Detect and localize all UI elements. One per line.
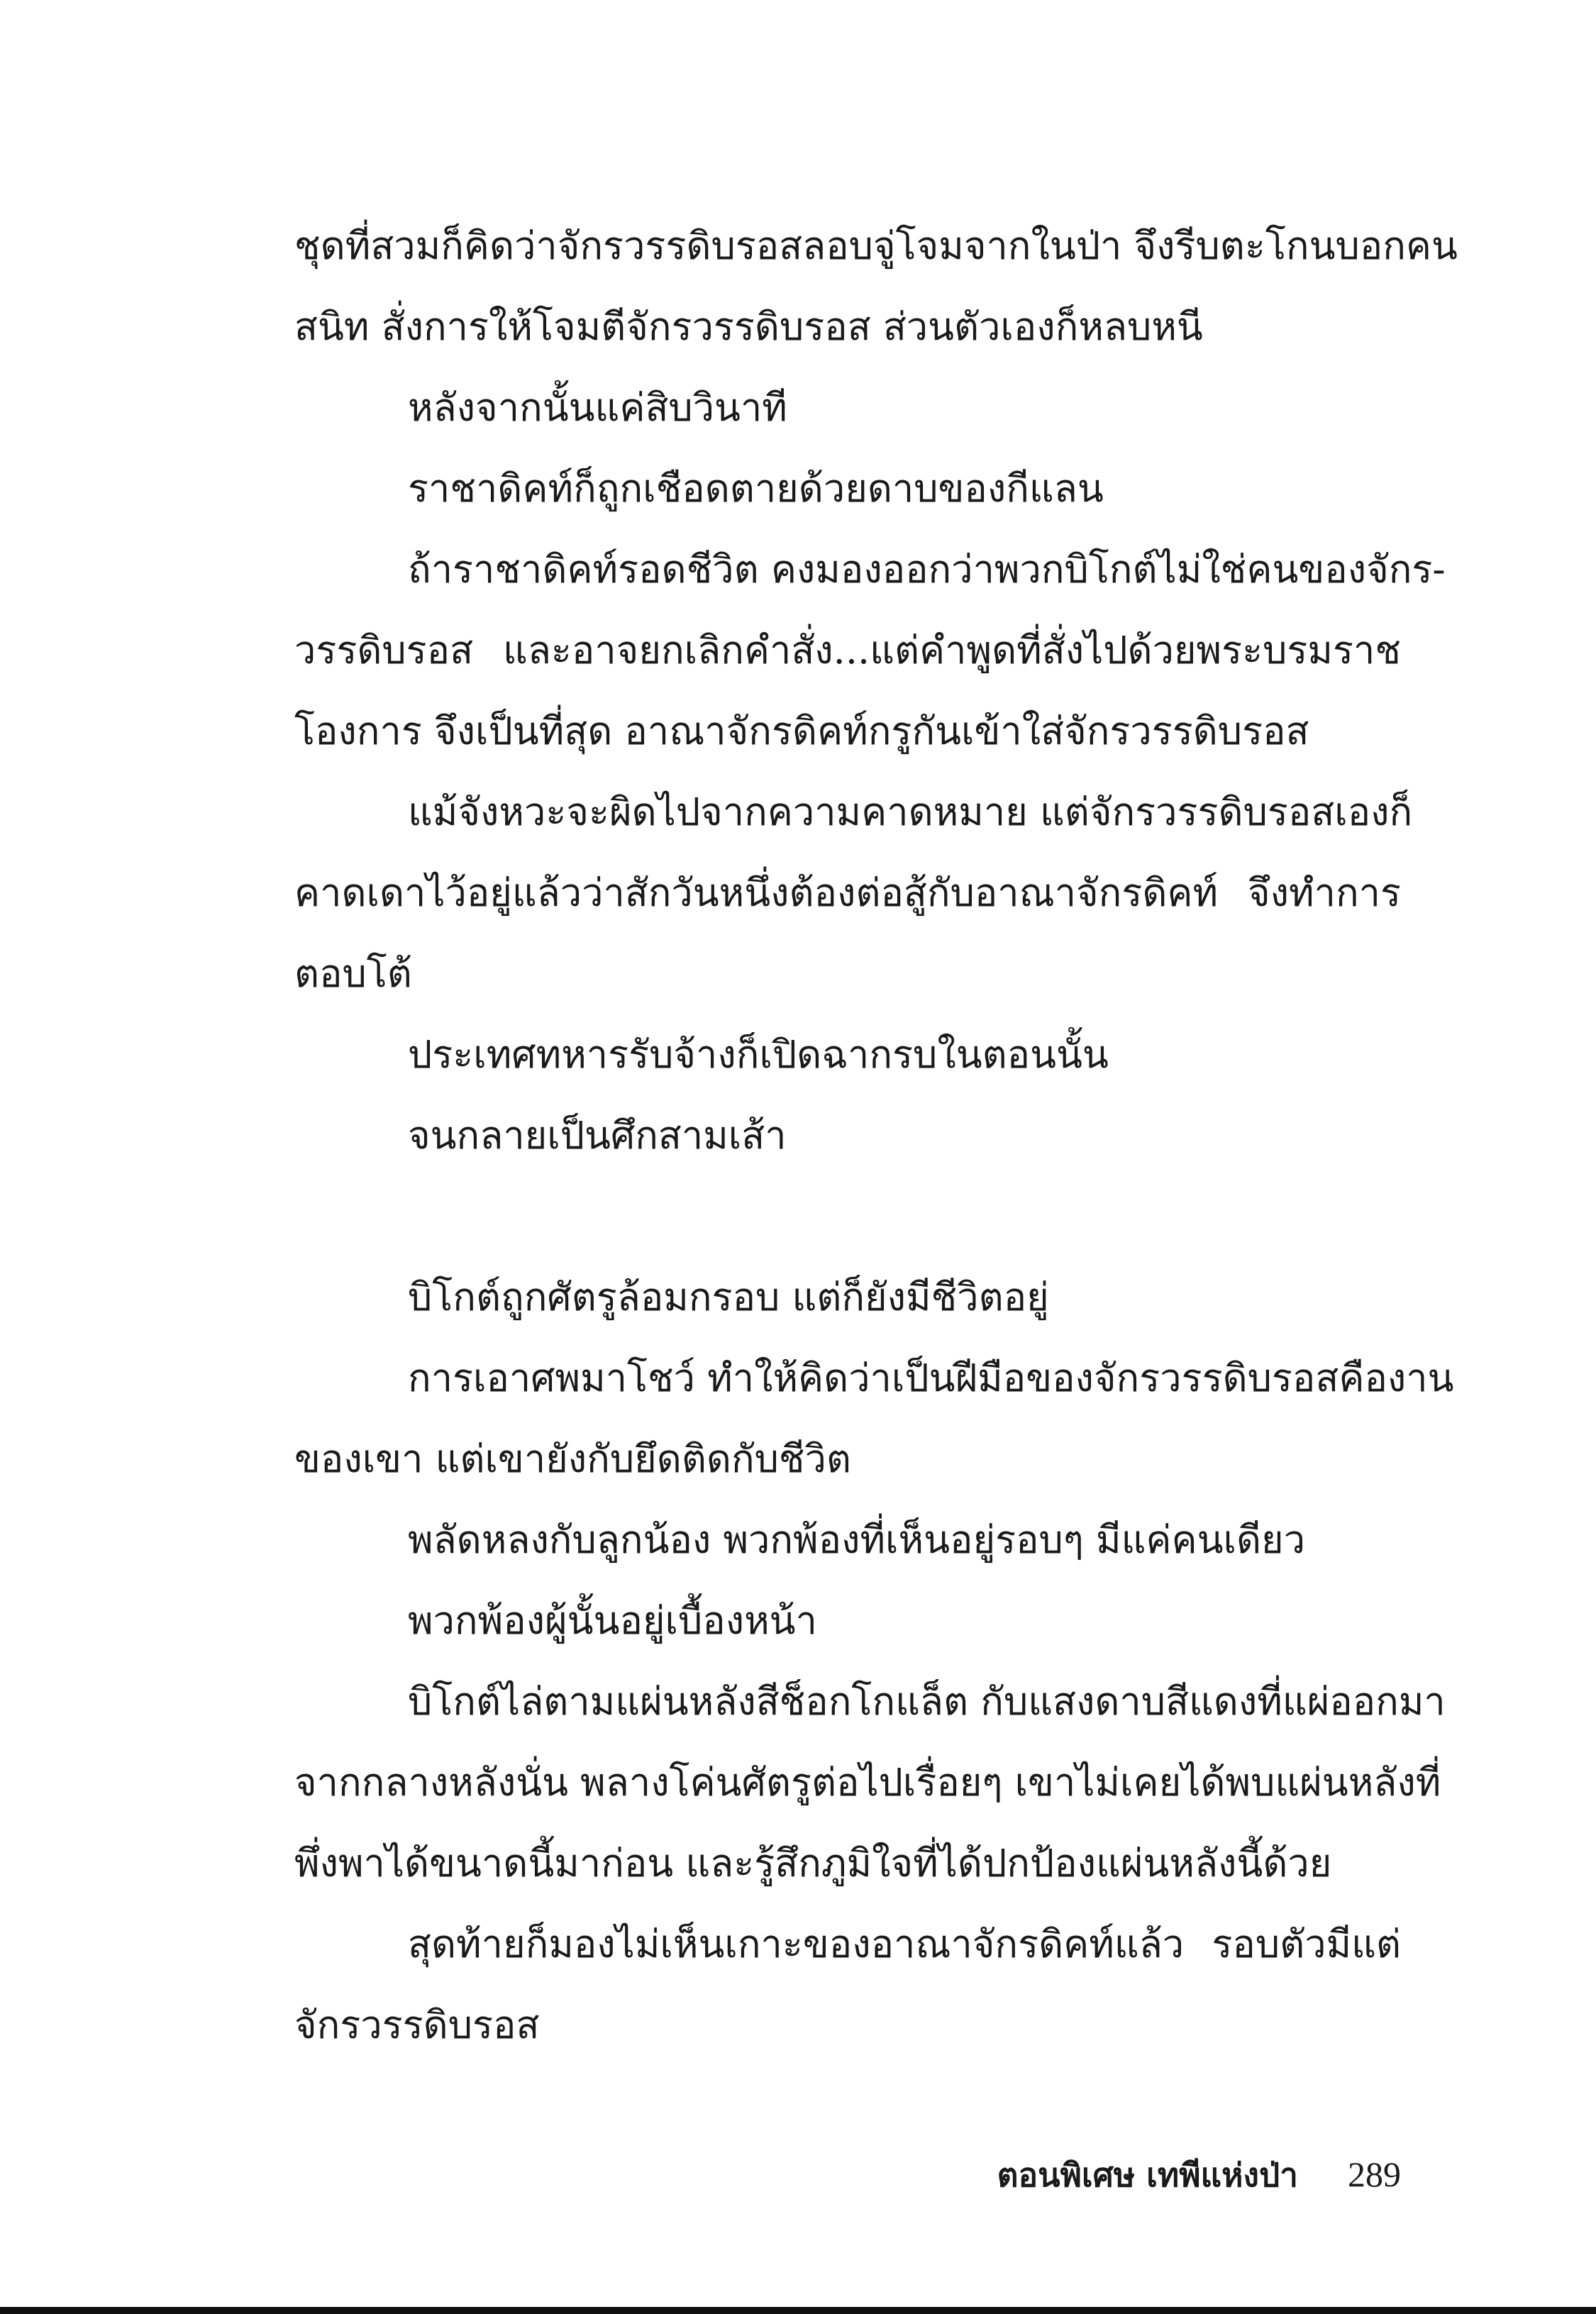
text-line: พึ่งพาได้ขนาดนี้มาก่อน และรู้สึกภูมิใจที่ได้ปกป้องแผ่นหลังนี้ด้วย xyxy=(294,1841,1332,1886)
paragraph xyxy=(294,1095,1401,1176)
paragraph xyxy=(294,1581,1401,1661)
bottom-border xyxy=(0,2307,1596,2314)
paragraph xyxy=(294,1257,1401,1338)
paragraph xyxy=(294,1338,1454,1500)
text-line: ชุดที่สวมก็คิดว่าจักรวรรดิบรอสลอบจู่โจมจากในป่า จึงรีบตะโกนบอกคน xyxy=(294,223,1458,268)
paragraph xyxy=(294,772,1413,1014)
text-line: วรรดิบรอส และอาจยกเลิกคำสั่ง...แต่คำพูดที่สั่งไปด้วยพระบรมราช xyxy=(294,628,1401,672)
running-title: ตอนพิเศษ เทพีแห่งป่า xyxy=(997,2156,1298,2194)
text-line: พลัดหลงกับลูกน้อง พวกพ้องที่เห็นอยู่รอบๆ มีแค่คนเดียว xyxy=(408,1517,1306,1562)
paragraph xyxy=(294,206,1458,367)
text-line: จนกลายเป็นศึกสามเส้า xyxy=(408,1113,787,1158)
paragraph xyxy=(294,1014,1401,1095)
body-text xyxy=(294,206,1458,2066)
page-number: 289 xyxy=(1348,2154,1401,2194)
text-line: ถ้าราชาดิคท์รอดชีวิต คงมองออกว่าพวกบิโกต์ไม่ใช่คนของจักร- xyxy=(408,547,1446,592)
paragraph xyxy=(294,1904,1401,2066)
paragraph xyxy=(294,1500,1401,1581)
text-line: บิโกต์ถูกศัตรูล้อมกรอบ แต่ก็ยังมีชีวิตอยู่ xyxy=(408,1275,1049,1319)
text-line: บิโกต์ไล่ตามแผ่นหลังสีช็อกโกแล็ต กับแสงดาบสีแดงที่แผ่ออกมา xyxy=(408,1679,1446,1724)
text-line: ของเขา แต่เขายังกับยึดติดกับชีวิต xyxy=(294,1436,851,1481)
text-line: ประเทศทหารรับจ้างก็เปิดฉากรบในตอนนั้น xyxy=(408,1032,1109,1077)
text-line: สนิท สั่งการให้โจมตีจักรวรรดิบรอส ส่วนตัวเองก็หลบหนี xyxy=(294,304,1203,349)
paragraph xyxy=(294,367,1401,448)
text-line: หลังจากนั้นแค่สิบวินาที xyxy=(408,385,787,430)
text-line: จากกลางหลังนั่น พลางโค่นศัตรูต่อไปเรื่อยๆ เขาไม่เคยได้พบแผ่นหลังที่ xyxy=(294,1760,1441,1805)
text-line: แม้จังหวะจะผิดไปจากความคาดหมาย แต่จักรวรรดิบรอสเองก็ xyxy=(408,790,1413,834)
paragraph xyxy=(294,529,1446,772)
text-line: คาดเดาไว้อยู่แล้วว่าสักวันหนึ่งต้องต่อสู้กับอาณาจักรดิคท์ จึงทำการ xyxy=(294,870,1401,915)
section-break xyxy=(294,1176,1401,1257)
text-line: สุดท้ายก็มองไม่เห็นเกาะของอาณาจักรดิคท์แล้ว รอบตัวมีแต่ xyxy=(408,1922,1401,1966)
text-line: โองการ จึงเป็นที่สุด อาณาจักรดิคท์กรูกันเข้าใส่จักรวรรดิบรอส xyxy=(294,709,1309,753)
text-line: จักรวรรดิบรอส xyxy=(294,2003,540,2047)
paragraph xyxy=(294,448,1401,529)
text-line: การเอาศพมาโชว์ ทำให้คิดว่าเป็นฝีมือของจักรวรรดิบรอสคืองาน xyxy=(408,1356,1454,1400)
text-line: พวกพ้องผู้นั้นอยู่เบื้องหน้า xyxy=(408,1598,817,1643)
text-line: ตอบโต้ xyxy=(294,951,412,996)
text-line: ราชาดิคท์ก็ถูกเชือดตายด้วยดาบของกีแลน xyxy=(408,466,1104,511)
paragraph xyxy=(294,1661,1446,1904)
page-footer xyxy=(997,2149,1401,2201)
